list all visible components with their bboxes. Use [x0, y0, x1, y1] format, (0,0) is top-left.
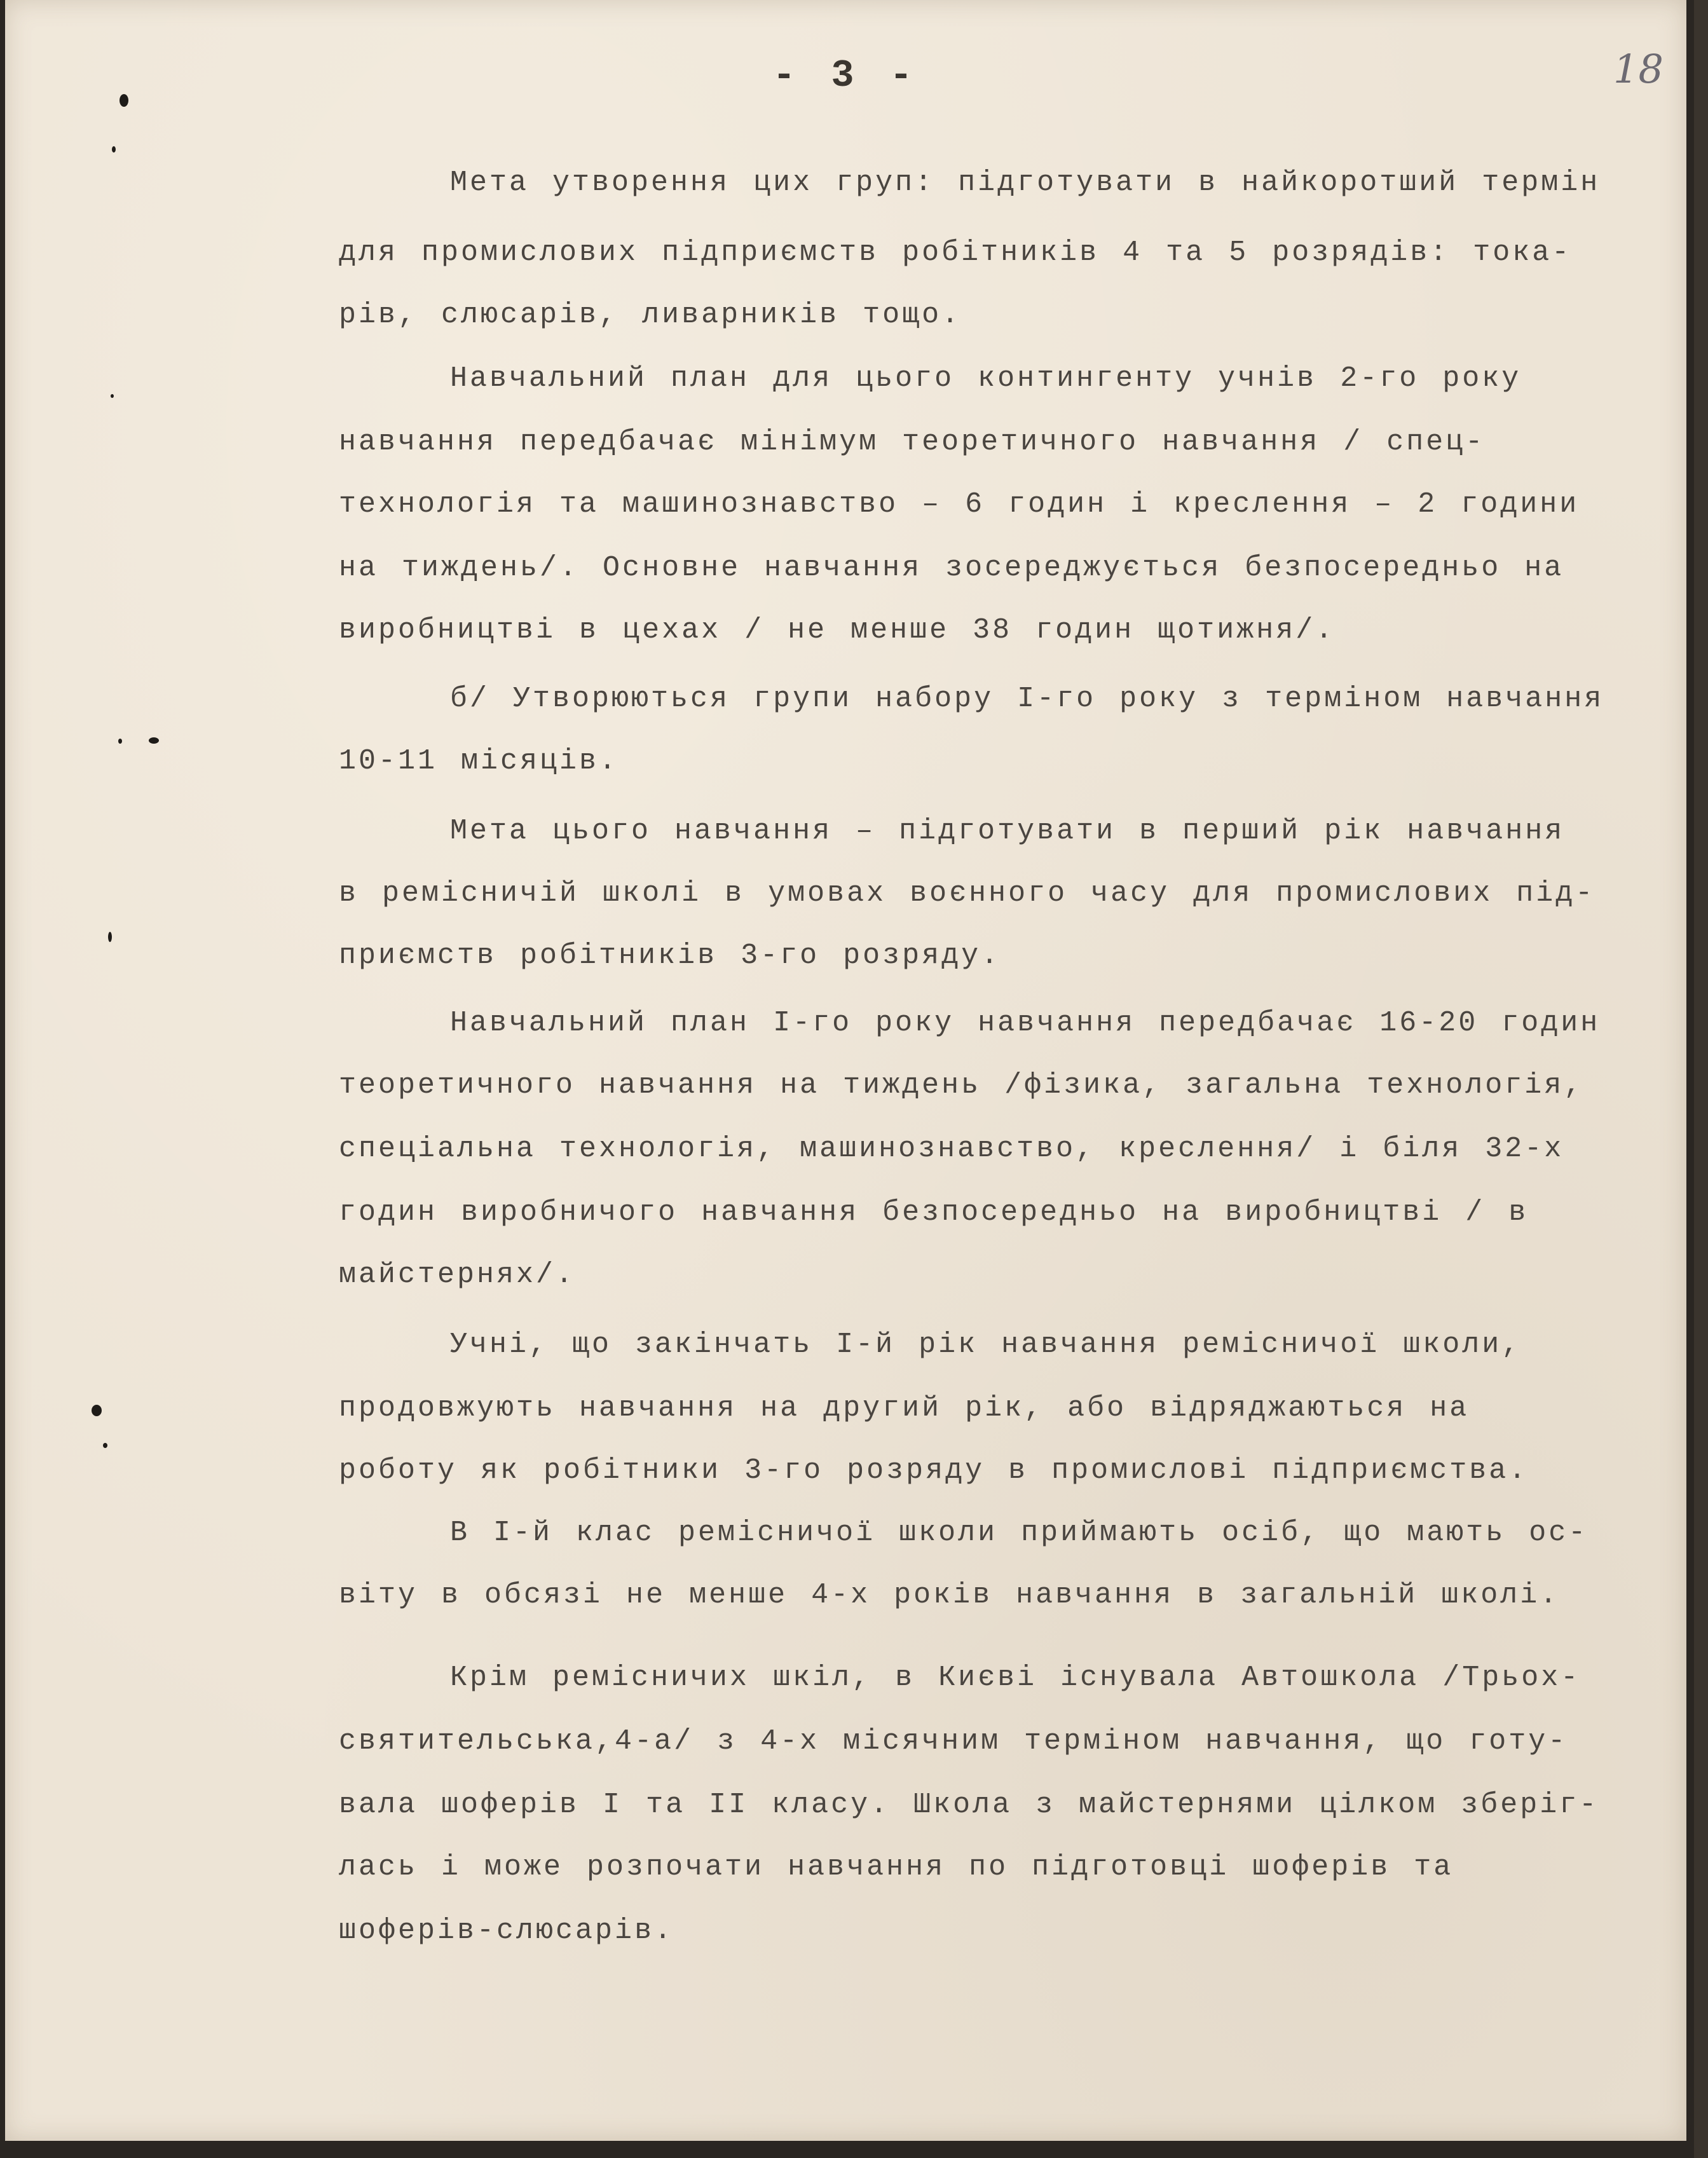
text-line: рів, слюсарів, ливарників тощо.	[339, 299, 962, 331]
page-number: - 3 -	[772, 55, 919, 98]
text-line: Навчальний план І-го року навчання передбачає 16-20 годин	[450, 1007, 1601, 1039]
binder-mark	[92, 1405, 102, 1416]
text-line: приємств робітників 3-го розряду.	[339, 939, 1001, 972]
text-line: для промислових підприємств робітників 4 та 5 розрядів: тока-	[339, 236, 1572, 269]
binder-mark	[149, 737, 159, 744]
text-line: на тиждень/. Основне навчання зосереджується безпосередньо на	[339, 552, 1564, 584]
text-line: майстернях/.	[339, 1259, 576, 1291]
binder-mark	[108, 932, 112, 942]
binder-mark	[120, 94, 128, 107]
text-line: вала шоферів І та ІІ класу. Школа з майстернями цілком зберіг-	[339, 1789, 1599, 1821]
scan-border	[1694, 0, 1708, 2158]
text-line: Навчальний план для цього контингенту учнів 2-го року	[450, 362, 1522, 395]
text-line: б/ Утворюються групи набору І-го року з терміном навчання	[450, 683, 1604, 715]
text-line: 10-11 місяців.	[339, 745, 619, 777]
text-line: годин виробничого навчання безпосередньо на виробництві / в	[339, 1196, 1529, 1229]
text-line: продовжують навчання на другий рік, або відряджаються на	[339, 1392, 1470, 1424]
text-line: Мета утворення цих груп: підготувати в найкоротший термін	[450, 167, 1601, 199]
text-line: роботу як робітники 3-го розряду в промислові підприємства.	[339, 1454, 1529, 1487]
folio-number: 18	[1613, 46, 1664, 92]
text-line: теоретичного навчання на тиждень /фізика, загальна технологія,	[339, 1069, 1584, 1102]
text-line: Мета цього навчання – підготувати в перший рік навчання	[450, 815, 1565, 847]
text-line: лась і може розпочати навчання по підготовці шоферів та	[339, 1851, 1454, 1883]
text-line: спеціальна технологія, машинознавство, креслення/ і біля 32-х	[339, 1133, 1564, 1165]
text-line: технологія та машинознавство – 6 годин і креслення – 2 години	[339, 488, 1580, 521]
binder-mark	[111, 394, 114, 398]
text-line: святительська,4-а/ з 4-х місячним терміном навчання, що готу-	[339, 1725, 1568, 1758]
text-line: Крім ремісничих шкіл, в Києві існувала Автошкола /Трьох-	[450, 1662, 1581, 1694]
text-line: віту в обсязі не менше 4-х років навчання в загальній школі.	[339, 1579, 1560, 1611]
binder-mark	[118, 739, 122, 744]
text-line: в ремісничій школі в умовах воєнного часу для промислових під-	[339, 877, 1595, 910]
binder-mark	[112, 146, 116, 153]
text-line: В І-й клас ремісничої школи приймають осіб, що мають ос-	[450, 1517, 1588, 1549]
text-line: виробництві в цехах / не менше 38 годин щотижня/.	[339, 614, 1336, 646]
binder-mark	[103, 1443, 107, 1448]
text-line: навчання передбачає мінімум теоретичного навчання / спец-	[339, 426, 1486, 458]
document-page	[5, 0, 1686, 2141]
text-line: шоферів-слюсарів.	[339, 1915, 674, 1947]
text-line: Учні, що закінчать І-й рік навчання ремісничої школи,	[450, 1328, 1522, 1361]
